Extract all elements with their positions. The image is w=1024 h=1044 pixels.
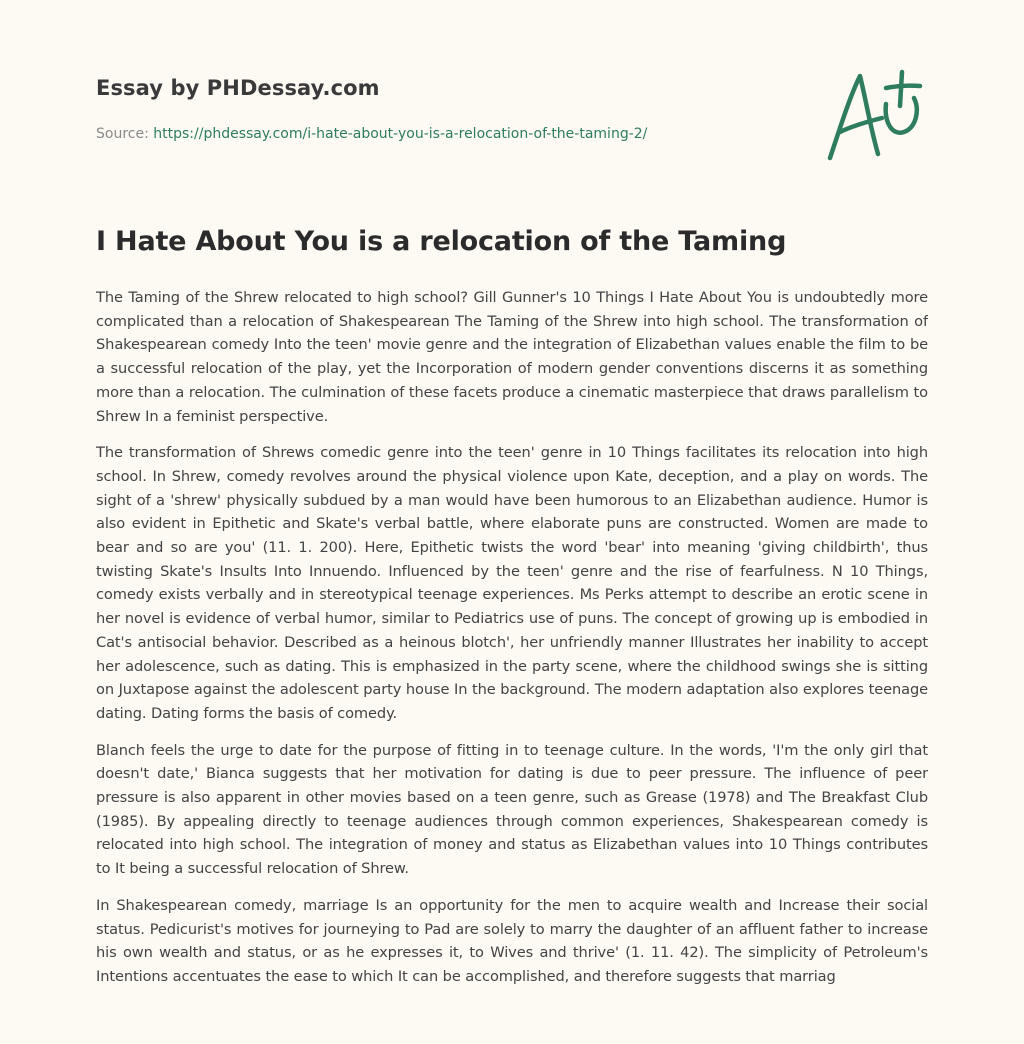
essay-paragraph: The Taming of the Shrew relocated to high school? Gill Gunner's 10 Things I Hate About You is undoubtedly more complicated than a relocation of Shakespearean The Taming of the Shrew into high school. The transformation of Shakespearean comedy Into the teen' movie genre and the integration of Elizabethan values enable the film to be a successful relocation of the play, yet the Incorporation of modern gender conventions discerns it as something more than a relocation. The culmination of these facets produce a cinematic masterpiece that draws parallelism to Shrew In a feminist perspective. — [96, 289, 928, 425]
source-line — [96, 126, 796, 142]
a-plus-grade-icon — [820, 66, 930, 166]
essay-title: I Hate About You is a relocation of the Taming — [96, 226, 787, 257]
essay-paragraph: The transformation of Shrews comedic genre into the teen' genre in 10 Things facilitates its relocation into high school. In Shrew, comedy revolves around the physical violence upon Kate, deception, and a play on words. The sight of a 'shrew' physically subdued by a man would have been humorous to an Elizabethan audience. Humor is also evident in Epithetic and Skate's verbal battle, where elaborate puns are constructed. Women are made to bear and so are you' (11. 1. 200). Here, Epithetic twists the word 'bear' into meaning 'giving childbirth', thus twisting Skate's Insults Into Innuendo. Influenced by the teen' genre and the rise of fearfulness. N 10 Things, comedy exists verbally and in stereotypical teenage experiences. Ms Perks attempt to describe an erotic scene in her novel is evidence of verbal humor, similar to Pediatrics use of puns. The concept of growing up is embodied in Cat's antisocial behavior. Described as a heinous blotch', her unfriendly manner Illustrates her inability to accept her adolescence, such as dating. This is emphasized in the party scene, where the childhood swings she is sitting on Juxtapose against the adolescent party house In the background. The modern adaptation also explores teenage dating. Dating forms the basis of comedy. — [96, 444, 928, 722]
site-brand: Essay by PHDessay.com — [96, 76, 380, 100]
essay-body — [96, 286, 928, 1026]
essay-header — [96, 76, 796, 142]
essay-paragraph: In Shakespearean comedy, marriage Is an opportunity for the men to acquire wealth and Increase their social status. Pedicurist's motives for journeying to Pad are solely to marry the daughter of an affluent father to increase his own wealth and status, or as he expresses it, to Wives and thrive' (1. 11. 42). The simplicity of Petroleum's Intentions accentuates the ease to which It can be accomplished, and therefore suggests that marriag — [96, 896, 928, 985]
essay-paragraph: Blanch feels the urge to date for the purpose of fitting in to teenage culture. In the words, 'I'm the only girl that doesn't date,' Bianca suggests that her motivation for dating is due to peer pressure. The influence of peer pressure is also apparent in other movies based on a teen genre, such as Grease (1978) and The Breakfast Club (1985). By appealing directly to teenage audiences through common experiences, Shakespearean comedy is relocated into high school. The integration of money and status as Elizabethan values into 10 Things contributes to It being a successful relocation of Shrew. — [96, 741, 928, 878]
source-link[interactable]: https://phdessay.com/i-hate-about-you-is-a-relocation-of-the-taming-2/ — [153, 126, 648, 142]
source-label: Source: — [96, 126, 154, 142]
